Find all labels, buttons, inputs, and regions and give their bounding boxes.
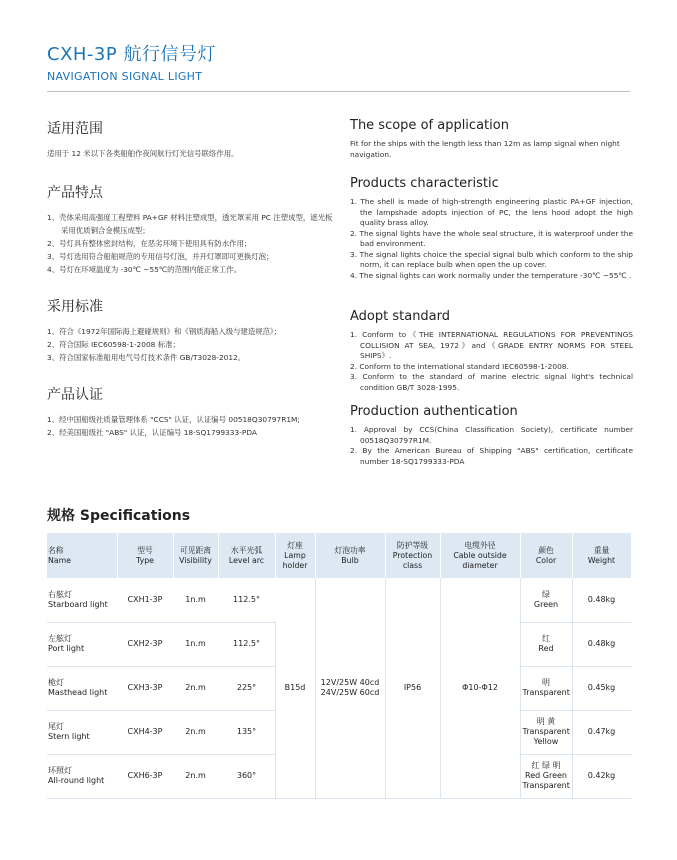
col-header-level-arc: 水平光弧 Level arc [218,533,275,578]
scope-text-en: Fit for the ships with the length less than 12m as lamp signal when night navigation. [350,139,620,159]
col-header-lamp-holder: 灯座 Lamp holder [275,533,315,578]
cell-type: CXH1-3P [117,578,173,622]
spec-table [47,533,632,799]
cell-level-arc: 135° [218,710,275,754]
list-item: 1、壳体采用高强度工程塑料 PA+GF 材料注塑成型，透光罩采用 PC 注塑成型，遮光板采用优质铜合金模压成型； [47,213,333,235]
list-item: 3、号灯选用符合船舶规范的专用信号灯泡，并开灯罩即可更换灯泡； [47,252,274,261]
cell-visibility: 2n.m [173,754,218,798]
cell-level-arc: 225° [218,666,275,710]
cell-weight: 0.45kg [572,666,631,710]
page-header [47,40,216,83]
auth-list-cn [47,413,337,439]
standards-list-cn [47,325,337,364]
cell-type: CXH6-3P [117,754,173,798]
scope-heading-en: The scope of application [350,118,509,133]
list-item: 4、号灯在环境温度为 -30℃ ~55℃的范围内能正常工作。 [47,265,242,274]
list-item: 2、经美国船级社 "ABS" 认证，认证编号 18-SQ1799333-PDA [47,428,257,437]
list-item: 4. The signal lights can work normally under the temperature -30℃ ~55℃ . [350,270,632,280]
cell-level-arc: 112.5° [218,578,275,622]
cell-visibility: 2n.m [173,710,218,754]
cell-weight: 0.47kg [572,710,631,754]
features-list-en [350,197,633,281]
spec-heading: 规格 Specifications [47,508,191,524]
features-heading-en: Products characteristic [350,176,499,191]
cell-color: 红 Red [520,622,572,666]
cell-visibility: 1n.m [173,622,218,666]
cell-protection: IP56 [385,578,440,798]
features-list-cn [47,211,337,276]
features-heading-cn: 产品特点 [47,185,103,201]
cell-name: 环照灯 All-round light [47,754,117,798]
list-item: 1. The shell is made of high-strength engineering plastic PA+GF injection, the lampshade adopts injection of PC, the lens hood adopt the high quality brass alloy. [350,197,633,227]
standards-heading-cn: 采用标准 [47,299,103,315]
table-row [47,578,631,622]
cell-level-arc: 360° [218,754,275,798]
cell-name: 桅灯 Masthead light [47,666,117,710]
col-header-type: 型号 Type [117,533,173,578]
col-header-protection: 防护等级 Protection class [385,533,440,578]
list-item: 2. Conform to the international standard IEC60598-1-2008. [350,361,569,371]
col-header-weight: 重量 Weight [572,533,631,578]
cell-weight: 0.48kg [572,578,631,622]
list-item: 3、符合国家标准船用电气号灯技术条件 GB/T3028-2012。 [47,353,246,362]
cell-level-arc: 112.5° [218,622,275,666]
cell-type: CXH4-3P [117,710,173,754]
cell-color: 明 Transparent [520,666,572,710]
cell-weight: 0.48kg [572,622,631,666]
list-item: 1. Conform to《THE INTERNATIONAL REGULATIONS FOR PREVENTINGS COLLISION AT SEA, 1972》and《GRADE ENTRY NORMS FOR STEEL SHIPS》. [350,330,633,360]
standards-list-en [350,330,633,393]
cell-color: 红 绿 明 Red Green Transparent [520,754,572,798]
list-item: 3. Conform to the standard of marine electric signal light's technical condition GB/T 3028-1995. [350,372,633,392]
page-title-en: NAVIGATION SIGNAL LIGHT [47,70,203,83]
cell-color: 明 黄 Transparent Yellow [520,710,572,754]
features-section-en [350,176,633,309]
english-column [350,118,633,467]
list-item: 1、经中国船级社质量管理体系 "CCS" 认证，认证编号 00518Q30797R1M; [47,415,300,424]
table-header-row [47,533,631,578]
col-header-color: 颜色 Color [520,533,572,578]
list-item: 3. The signal lights choice the special signal bulb which conform to the ship norm, it can replace bulb when open the up cover. [350,249,633,269]
cell-name: 尾灯 Stern light [47,710,117,754]
cell-type: CXH2-3P [117,622,173,666]
cell-bulb: 12V/25W 40cd 24V/25W 60cd [315,578,385,798]
list-item: 1. Approval by CCS(China Classification Society), certificate number 00518Q30797R1M. [350,425,633,445]
auth-section-en [350,404,633,467]
standards-section-cn [47,296,337,384]
standards-section-en [350,309,633,404]
auth-section-cn [47,384,337,439]
list-item: 2、符合国际 IEC60598-1-2008 标准； [47,340,180,349]
header-divider [47,91,630,92]
col-header-name: 名称 Name [47,533,117,578]
cell-name: 右舷灯 Starboard light [47,578,117,622]
scope-section-cn [47,118,337,182]
scope-heading-cn: 适用范围 [47,121,103,137]
col-header-cable: 电缆外径 Cable outside diameter [440,533,520,578]
auth-heading-cn: 产品认证 [47,387,103,403]
auth-heading-en: Production authentication [350,404,518,419]
list-item: 2、号灯具有整体密封结构，在恶劣环境下使用具有防水作用； [47,239,252,248]
cell-visibility: 1n.m [173,578,218,622]
list-item: 1、符合《1972年国际海上避碰规则》和《钢质海船入级与建造规范》； [47,327,282,336]
cell-name: 左舷灯 Port light [47,622,117,666]
cell-cable: Φ10-Φ12 [440,578,520,798]
cell-visibility: 2n.m [173,666,218,710]
cell-type: CXH3-3P [117,666,173,710]
col-header-visibility: 可见距离 Visibility [173,533,218,578]
list-item: 2. By the American Bureau of Shipping "ABS" certification, certificate number 18-SQ1799333-PDA [350,446,633,466]
cell-lamp-holder: B15d [275,578,315,798]
list-item: 2. The signal lights have the whole seal structure, it is waterproof under the bad environment. [350,228,633,248]
scope-text-cn: 适用于 12 米以下各类船舶作夜间航行灯光信号联络作用。 [47,149,239,158]
col-header-bulb: 灯泡功率 Bulb [315,533,385,578]
cell-color: 绿 Green [520,578,572,622]
chinese-column [47,118,337,439]
page-title-cn: CXH-3P 航行信号灯 [47,44,216,65]
auth-list-en [350,425,633,467]
standards-heading-en: Adopt standard [350,309,451,324]
cell-weight: 0.42kg [572,754,631,798]
features-section-cn [47,182,337,296]
scope-section-en [350,118,633,176]
